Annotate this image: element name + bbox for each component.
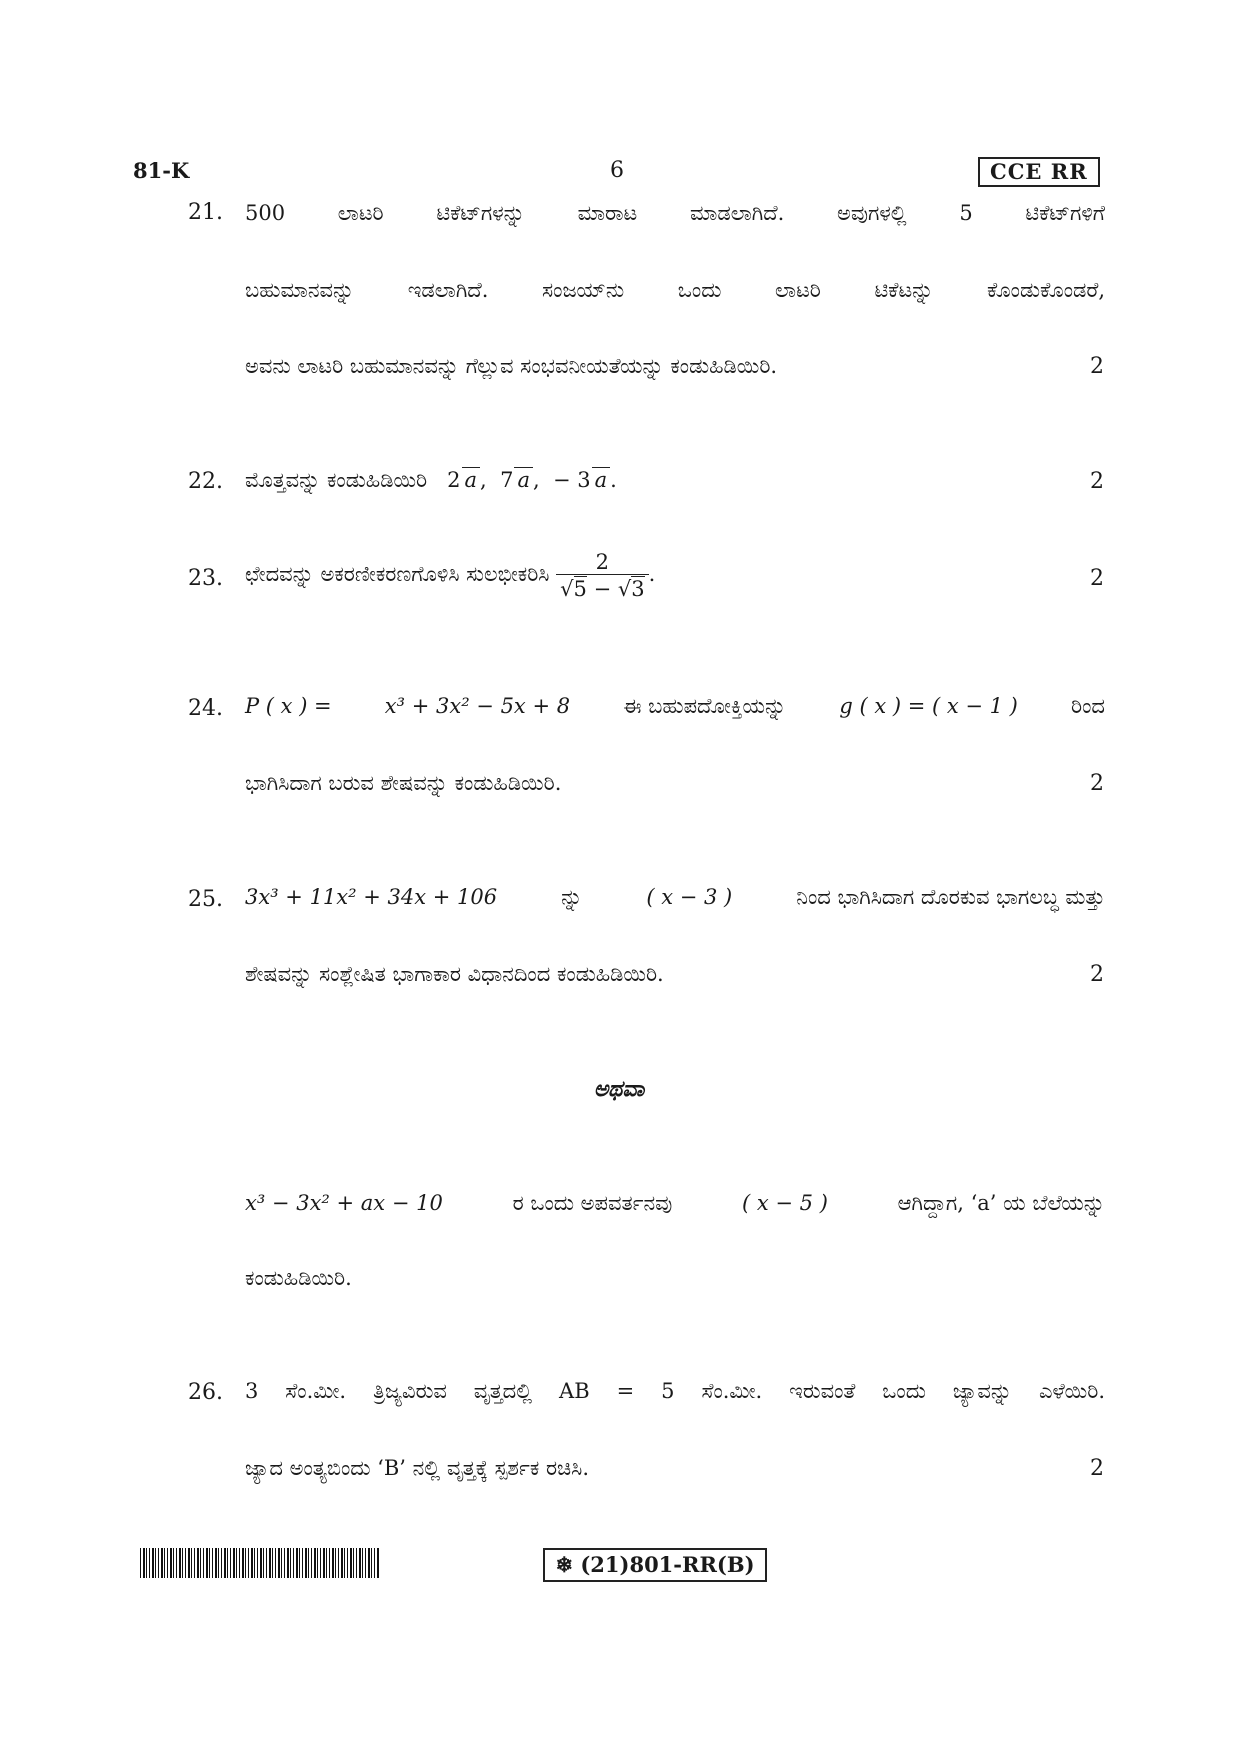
sqrt-term: a	[592, 467, 611, 492]
marks: 2	[1090, 962, 1104, 987]
or-separator: ಅಥವಾ	[593, 1076, 645, 1102]
question-text: ನಿಂದ ಭಾಗಿಸಿದಾಗ ದೊರಕುವ ಭಾಗಲಬ್ಧ ಮತ್ತು	[796, 885, 1105, 909]
minus-sign: −	[586, 577, 618, 601]
barcode-image	[140, 1548, 380, 1578]
question-text: 3 ಸೆಂ.ಮೀ. ತ್ರಿಜ್ಯವಿರುವ ವೃತ್ತದಲ್ಲಿ AB = 5 ಸೆಂ.ಮೀ. ಇರುವಂತೆ ಒಂದು ಜ್ಯಾವನ್ನು ಎಳೆಯಿರಿ.	[245, 1379, 1105, 1403]
question-number: 21.	[188, 200, 223, 225]
question-text: ಶೇಷವನ್ನು ಸಂಶ್ಲೇಷಿತ ಭಾಗಾಕಾರ ವಿಧಾನದಿಂದ ಕಂಡುಹಿಡಿಯಿರಿ.	[245, 962, 664, 986]
question-text: ಅವನು ಲಾಟರಿ ಬಹುಮಾನವನ್ನು ಗೆಲ್ಲುವ ಸಂಭವನೀಯತೆಯನ್ನು ಕಂಡುಹಿಡಿಯಿರಿ.	[245, 354, 778, 378]
math-coefficient: 2	[447, 468, 461, 492]
marks: 2	[1090, 469, 1104, 494]
question-number: 23.	[188, 566, 223, 591]
question-text: ಬಹುಮಾನವನ್ನು ಇಡಲಾಗಿದೆ. ಸಂಜಯ್‌ನು ಒಂದು ಲಾಟರಿ ಟಿಕೆಟನ್ನು ಕೊಂಡುಕೊಂಡರೆ,	[245, 278, 1105, 302]
question-text: ಜ್ಯಾದ ಅಂತ್ಯಬಿಂದು ‘B’ ನಲ್ಲಿ ವೃತ್ತಕ್ಕೆ ಸ್ಪರ್ಶಕ ರಚಿಸಿ.	[245, 1456, 589, 1480]
question-text: ರ ಒಂದು ಅಪವರ್ತನವು	[512, 1191, 673, 1215]
footer-code: ❄ (21)801-RR(B)	[543, 1548, 767, 1582]
math-expression: 3x³ + 11x² + 34x + 106	[245, 885, 498, 909]
sqrt-term: a	[462, 467, 481, 492]
math-expression: x³ − 3x² + ax − 10	[245, 1191, 443, 1215]
fraction	[556, 550, 648, 601]
question-text: ನ್ನು	[561, 885, 583, 909]
math-expression: P ( x ) =	[245, 694, 332, 718]
question-line: ಛೇದವನ್ನು ಅಕರಣೀಕರಣಗೊಳಿಸಿ ಸುಲಭೀಕರಿಸಿ $\frac{2}{√5 - √3}$ .	[245, 550, 656, 601]
marks: 2	[1090, 771, 1104, 796]
fraction-numerator: 2	[556, 550, 648, 575]
question-text: 500 ಲಾಟರಿ ಟಿಕೆಟ್‌ಗಳನ್ನು ಮಾರಾಟ ಮಾಡಲಾಗಿದೆ. ಅವುಗಳಲ್ಲಿ 5 ಟಿಕೆಟ್‌ಗಳಿಗೆ	[245, 201, 1105, 225]
math-expression: ( x − 3 )	[646, 885, 733, 909]
question-line	[245, 694, 1105, 719]
radicand: 5	[573, 577, 587, 601]
question-line: ಮೊತ್ತವನ್ನು ಕಂಡುಹಿಡಿಯಿರಿ 2 a , 7 a , − 3 a .	[245, 468, 617, 492]
page-number: 6	[610, 158, 624, 183]
question-number: 24.	[188, 696, 223, 721]
question-line	[245, 1191, 1105, 1216]
radicand: 3	[631, 577, 645, 601]
question-text: ಈ ಬಹುಪದೋಕ್ತಿಯನ್ನು	[623, 694, 787, 718]
fraction-denominator: √5 − √3	[560, 577, 645, 601]
series-badge: CCE RR	[978, 157, 1100, 187]
marks: 2	[1090, 566, 1104, 591]
math-coefficient: − 3	[553, 468, 591, 492]
question-text: ಕಂಡುಹಿಡಿಯಿರಿ.	[245, 1266, 352, 1290]
question-line	[245, 885, 1105, 910]
marks: 2	[1090, 354, 1104, 379]
question-number: 26.	[188, 1380, 223, 1405]
sqrt-term: a	[514, 467, 533, 492]
question-text: ರಿಂದ	[1071, 694, 1105, 718]
question-text: ಛೇದವನ್ನು ಅಕರಣೀಕರಣಗೊಳಿಸಿ ಸುಲಭೀಕರಿಸಿ	[245, 562, 550, 586]
question-number: 25.	[188, 887, 223, 912]
question-text: ಆಗಿದ್ದಾಗ, ‘a’ ಯ ಬೆಲೆಯನ್ನು	[897, 1191, 1105, 1215]
math-expression: g ( x ) = ( x − 1 )	[839, 694, 1018, 718]
paper-code: 81-K	[133, 158, 190, 183]
question-text: ಮೊತ್ತವನ್ನು ಕಂಡುಹಿಡಿಯಿರಿ	[245, 468, 428, 492]
math-expression: ( x − 5 )	[742, 1191, 828, 1215]
math-expression: x³ + 3x² − 5x + 8	[384, 694, 571, 718]
question-text: ಭಾಗಿಸಿದಾಗ ಬರುವ ಶೇಷವನ್ನು ಕಂಡುಹಿಡಿಯಿರಿ.	[245, 771, 562, 795]
math-coefficient: 7	[500, 468, 514, 492]
question-number: 22.	[188, 469, 223, 494]
marks: 2	[1090, 1456, 1104, 1481]
